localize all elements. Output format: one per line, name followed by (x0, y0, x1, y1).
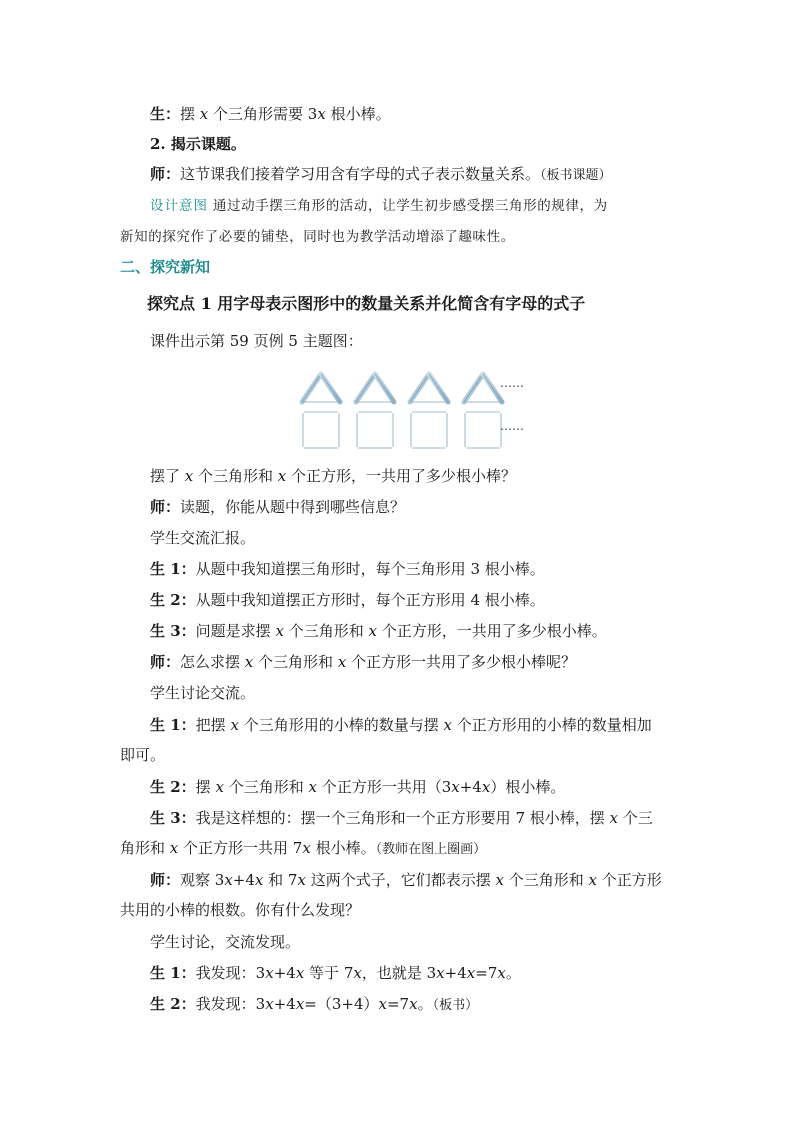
ellipsis-squares: …… (500, 419, 524, 433)
text-line (120, 838, 486, 860)
text: 摆 (195, 778, 216, 796)
text: +4 (444, 964, 467, 982)
variable: x (295, 995, 305, 1013)
text: 个正方形，一共用了多少根小棒？ (286, 467, 517, 485)
variable: x (199, 105, 209, 123)
text: +4 (273, 995, 296, 1013)
speaker-label: 生： (150, 105, 181, 123)
text: 个三角形用的小棒的数量与摆 (238, 716, 444, 734)
stick-figure (296, 370, 536, 452)
text: 个三角形和 (503, 871, 589, 889)
speaker-label: 师： (150, 165, 181, 183)
variable: x (466, 964, 476, 982)
text: =7 (386, 995, 410, 1013)
variable: x (169, 839, 179, 857)
variable: x (184, 467, 194, 485)
text: 个正方形一共用（3 (316, 778, 452, 796)
text: 个正方形用的小棒的数量相加 (451, 716, 652, 734)
text: 个正方形一共用了多少根小棒呢？ (346, 653, 577, 671)
speaker-label: 师： (150, 871, 181, 889)
variable: x (609, 809, 618, 827)
text: 个正方形 (596, 871, 662, 889)
speaker-label: 生 1： (150, 716, 196, 734)
text-line: 即可。 (120, 746, 166, 764)
text: 摆了 (150, 467, 185, 485)
triangle-stick-edge (321, 374, 340, 402)
dialogue-line (150, 715, 652, 735)
ellipsis-triangles: …… (500, 376, 524, 390)
variable: x (215, 778, 224, 796)
variable: x (308, 778, 317, 796)
variable: x (481, 778, 491, 796)
text: 个三角形和 (283, 622, 369, 640)
text: 。 (505, 964, 521, 982)
text: 把摆 (195, 716, 231, 734)
text-line: 课件出示第 59 页例 5 主题图： (150, 332, 363, 350)
text: 个三角形和 (193, 467, 278, 485)
text: 我是这样想的：摆一个三角形和一个正方形要用 7 根小棒，摆 (195, 809, 610, 827)
speaker-label: 生 1： (150, 560, 196, 578)
dialogue-line (150, 104, 391, 124)
text: 摆 (180, 105, 200, 123)
dialogue-line (150, 808, 653, 828)
variable: x (378, 995, 387, 1013)
variable: x (244, 653, 254, 671)
variable: x (224, 871, 233, 889)
dialogue-line (150, 652, 576, 672)
text: 我发现：3 (195, 964, 266, 982)
design-intent-line (150, 196, 608, 216)
speaker-label: 生 2： (150, 995, 196, 1013)
design-intent-tag: 设计意图 (150, 198, 208, 214)
text: 通过动手摆三角形的活动，让学生初步感受摆三角形的规律，为 (208, 198, 608, 214)
variable: x (265, 964, 274, 982)
text-line: 学生讨论交流。 (150, 684, 256, 702)
dialogue-line (150, 164, 612, 186)
text: 等于 7 (304, 964, 354, 982)
board-note: （板书课题） (540, 168, 612, 183)
dialogue-line (150, 590, 545, 610)
variable: x (409, 995, 418, 1013)
text: =（3+4） (304, 995, 379, 1013)
dialogue-line (150, 559, 545, 579)
text: ，也就是 3 (361, 964, 437, 982)
text: 这两个式子，它们都表示摆 (305, 871, 496, 889)
variable: x (436, 964, 445, 982)
triangle-stick-edge (464, 374, 483, 402)
variable: x (230, 716, 239, 734)
speaker-label: 生 2： (150, 591, 196, 609)
variable: x (265, 995, 274, 1013)
speaker-label: 师： (150, 498, 181, 516)
text: 怎么求摆 (180, 653, 245, 671)
variable: x (275, 622, 284, 640)
text: 我发现：3 (195, 995, 266, 1013)
text: +4 (459, 778, 482, 796)
section-heading: 二、探究新知 (120, 258, 211, 276)
text: 个三角形需要 3 (208, 105, 318, 123)
exploration-heading: 探究点 1 用字母表示图形中的数量关系并化简含有字母的式子 (147, 294, 586, 313)
variable: x (353, 964, 362, 982)
text: 根小棒。 (310, 839, 376, 857)
text: 从题中我知道摆三角形时，每个三角形用 3 根小棒。 (195, 560, 545, 578)
dialogue-line (150, 777, 565, 797)
speaker-label: 师： (150, 653, 181, 671)
text: 个三 (618, 809, 653, 827)
speaker-label: 生 3： (150, 622, 196, 640)
speaker-label: 生 3： (150, 809, 196, 827)
text: +4 (273, 964, 296, 982)
board-note: （教师在图上圈画） (375, 842, 487, 857)
text: 角形和 (120, 839, 170, 857)
variable: x (495, 871, 504, 889)
triangle-stick-edge (302, 374, 321, 402)
dialogue-line (150, 994, 478, 1016)
dialogue-line (150, 497, 405, 517)
triangle-stick-edge (356, 374, 375, 402)
text-line: 学生交流汇报。 (150, 529, 256, 547)
dialogue-line (150, 870, 662, 890)
text: 从题中我知道摆正方形时，每个正方形用 4 根小棒。 (195, 591, 545, 609)
text: 读题，你能从题中得到哪些信息？ (180, 498, 406, 516)
variable: x (254, 871, 264, 889)
text: +4 (232, 871, 255, 889)
speaker-label: 生 1： (150, 964, 196, 982)
text: 观察 3 (180, 871, 225, 889)
variable: x (368, 622, 377, 640)
text: 个三角形和 (223, 778, 309, 796)
step-heading: 2. 揭示课题。 (150, 135, 246, 153)
text: 和 7 (263, 871, 298, 889)
text: 。 (417, 995, 433, 1013)
board-note: （板书） (432, 998, 479, 1013)
variable: x (317, 105, 326, 123)
design-intent-line: 新知的探究作了必要的铺垫，同时也为教学活动增添了趣味性。 (120, 229, 515, 245)
triangle-stick-edge (410, 374, 429, 402)
text: ）根小棒。 (490, 778, 566, 796)
variable: x (451, 778, 460, 796)
triangle-stick-edge (375, 374, 394, 402)
text: 根小棒。 (325, 105, 391, 123)
text-line: 共用的小棒的根数。你有什么发现？ (120, 901, 361, 919)
text: 这节课我们接着学习用含有字母的式子表示数量关系。 (180, 165, 541, 183)
variable: x (443, 716, 452, 734)
variable: x (277, 467, 287, 485)
variable: x (497, 964, 506, 982)
triangle-stick-edge (429, 374, 448, 402)
variable: x (295, 964, 305, 982)
text-line: 学生讨论，交流发现。 (150, 933, 301, 951)
text: 个三角形和 (253, 653, 338, 671)
dialogue-line (150, 963, 521, 983)
variable: x (297, 871, 306, 889)
variable: x (337, 653, 347, 671)
variable: x (588, 871, 597, 889)
dialogue-line (150, 621, 607, 641)
text: =7 (475, 964, 498, 982)
speaker-label: 生 2： (150, 778, 196, 796)
text: 问题是求摆 (195, 622, 276, 640)
variable: x (302, 839, 311, 857)
text: 个正方形一共用 7 (178, 839, 303, 857)
text: 个正方形，一共用了多少根小棒。 (376, 622, 607, 640)
problem-line (150, 466, 516, 486)
